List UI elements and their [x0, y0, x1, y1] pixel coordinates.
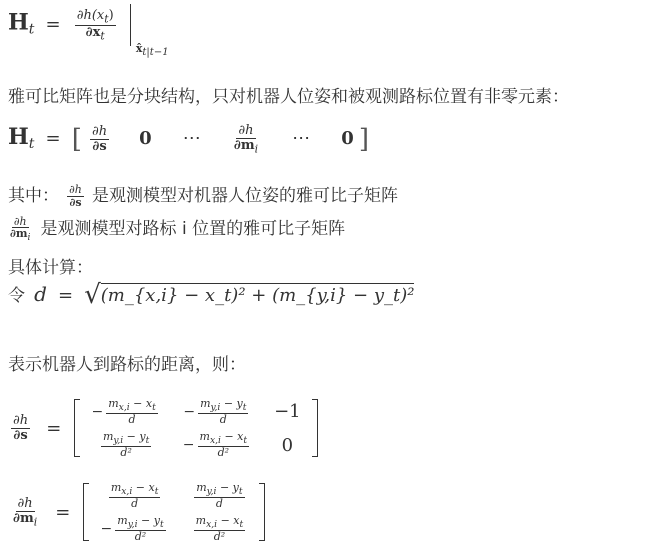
evaluation-subscript: $x̂_{t|t-1}$ [135, 41, 169, 58]
left-bracket-m2 [83, 483, 89, 541]
text-compute: 具体计算： [8, 258, 93, 278]
zero-block: 0 [139, 128, 152, 149]
equals-2: = [45, 128, 61, 149]
fraction-dh-dx: $\frac{\partial h(x_t)}{\partial x_t}$ [76, 7, 114, 43]
left-bracket: [ [71, 124, 82, 155]
equation-jacobian-blocks [8, 124, 369, 155]
matrix-cells-2: $\frac{m_{x,i} - x_t}{d}$ $\frac{m_{y,i} - y_t}{d}$ − $\frac{m_{y,i} - y_t}{\text{d²}}$ $\frac{m_{x,i} - x_t}{\text{d²}}$ [100, 481, 244, 544]
equals-5: = [55, 501, 71, 523]
right-bracket-m2 [259, 483, 265, 541]
H-sub-2: t [28, 136, 35, 153]
sqrt-body: (m_{x,i} − x_t)² + (m_{y,i} − y_t)² [100, 285, 415, 306]
matrix-dh-ds [8, 398, 318, 459]
text-distance-meaning: 表示机器人到路标的距离，则： [8, 355, 246, 375]
H-sub: t [28, 21, 35, 38]
evaluation-bar [130, 4, 131, 46]
sqrt-icon: √ [84, 280, 101, 310]
lhs-fraction-dm: $\frac{\partial h}{\partial m_i}$ [13, 496, 38, 529]
text-landmark-desc: 是观测模型对路标 i 位置的雅可比子矩阵 [40, 219, 346, 239]
left-bracket-m1 [74, 399, 80, 457]
inline-fraction-ds: $\frac{\partial h}{\partial s}$ [69, 183, 82, 209]
text-landmark-jacobian [8, 214, 345, 243]
text-prefix: 其中： [8, 186, 59, 206]
H-symbol-2: H [8, 124, 29, 150]
dots-2: ⋯ [292, 128, 311, 149]
equals-3: = [58, 285, 74, 306]
text-block-structure: 雅可比矩阵也是分块结构，只对机器人位姿和被观测路标位置有非零元素： [8, 87, 569, 107]
right-bracket: ] [358, 124, 370, 155]
matrix-dh-dm [8, 482, 265, 543]
equals: = [45, 13, 61, 35]
equation-distance [8, 280, 414, 310]
fraction-dh-ds: $\frac{\partial h}{\partial s}$ [91, 124, 108, 154]
d-symbol: d [34, 282, 47, 306]
fraction-dh-dm: $\frac{\partial h}{\partial m_i}$ [233, 123, 259, 156]
equals-4: = [46, 417, 62, 439]
dots-1: ⋯ [182, 128, 201, 149]
matrix-cells-1: − $\frac{m_{x,i} - x_t}{d}$ − $\frac{m_{y,i} - y_t}{d}$ −1 $\frac{m_{y,i} - y_t}{\text{d²}}$ − $\frac{m_{x,i} - x_t}{\text{d²}}$ 0 [91, 397, 301, 460]
text-pose-desc: 是观测模型对机器人位姿的雅可比子矩阵 [91, 186, 398, 206]
let-prefix: 令 [8, 286, 25, 306]
inline-fraction-dm: $\frac{\partial h}{\partial m_i}$ [10, 214, 31, 244]
text-pose-jacobian [8, 181, 398, 209]
lhs-fraction-ds: $\frac{\partial h}{\partial s}$ [13, 413, 29, 443]
right-bracket-m1 [312, 399, 318, 457]
equation-jacobian-definition [8, 4, 169, 58]
H-symbol: H [8, 9, 29, 36]
zero-block-2: 0 [341, 128, 354, 149]
